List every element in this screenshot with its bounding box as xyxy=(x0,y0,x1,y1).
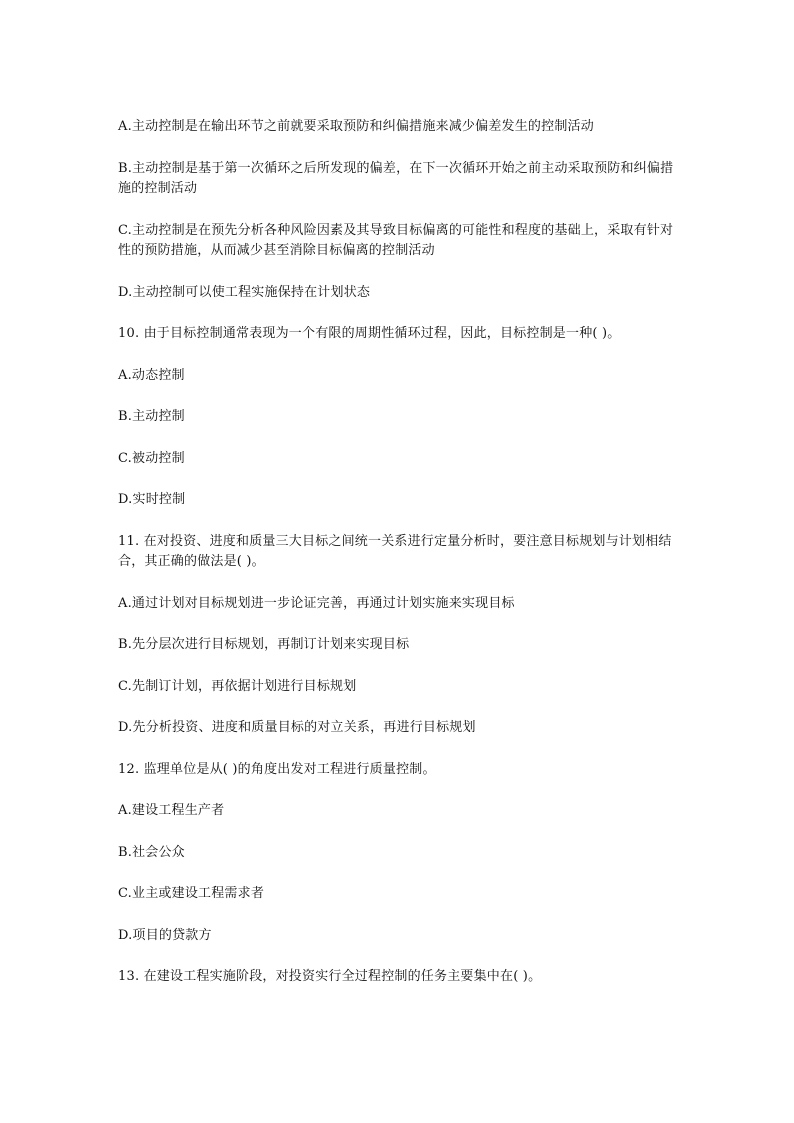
q12-option-a: A.建设工程生产者 xyxy=(118,803,225,818)
q12-option-b: B.社会公众 xyxy=(118,844,185,860)
q13-question-stem: 13. 在建设工程实施阶段，对投资实行全过程控制的任务主要集中在( )。 xyxy=(118,969,542,984)
q11-option-c: C.先制订计划，再依据计划进行目标规划 xyxy=(118,678,357,694)
q11-option-b: B.先分层次进行目标规划，再制订计划来实现目标 xyxy=(118,637,410,652)
q12-option-c: C.业主或建设工程需求者 xyxy=(118,886,265,901)
q12-option-d: D.项目的贷款方 xyxy=(118,927,212,943)
q9-option-a: A.主动控制是在输出环节之前就要采取预防和纠偏措施来减少偏差发生的控制活动 xyxy=(118,119,594,134)
q11-question-stem: 11. 在对投资、进度和质量三大目标之间统一关系进行定量分析时，要注意目标规划与计划相结合，其正确的做法是( )。 xyxy=(118,533,672,569)
q10-option-b: B.主动控制 xyxy=(118,409,185,424)
q10-option-c: C.被动控制 xyxy=(118,450,185,466)
q9-option-c: C.主动控制是在预先分析各种风险因素及其导致目标偏离的可能性和程度的基础上，采取有针对性的预防措施，从而减少甚至消除目标偏离的控制活动 xyxy=(118,222,674,258)
document-body xyxy=(118,117,678,1009)
q11-option-d: D.先分析投资、进度和质量目标的对立关系，再进行目标规划 xyxy=(118,720,476,735)
q9-option-d: D.主动控制可以使工程实施保持在计划状态 xyxy=(118,284,371,300)
q12-question-stem: 12. 监理单位是从( )的角度出发对工程进行质量控制。 xyxy=(118,761,436,777)
q9-option-b: B.主动控制是基于第一次循环之后所发现的偏差，在下一次循环开始之前主动采取预防和纠偏措施的控制活动 xyxy=(118,160,674,196)
q10-option-d: D.实时控制 xyxy=(118,492,186,507)
q11-option-a: A.通过计划对目标规划进一步论证完善，再通过计划实施来实现目标 xyxy=(118,595,515,611)
q10-question-stem: 10. 由于目标控制通常表现为一个有限的周期性循环过程，因此，目标控制是一种( )。 xyxy=(118,326,621,341)
q10-option-a: A.动态控制 xyxy=(118,367,185,383)
